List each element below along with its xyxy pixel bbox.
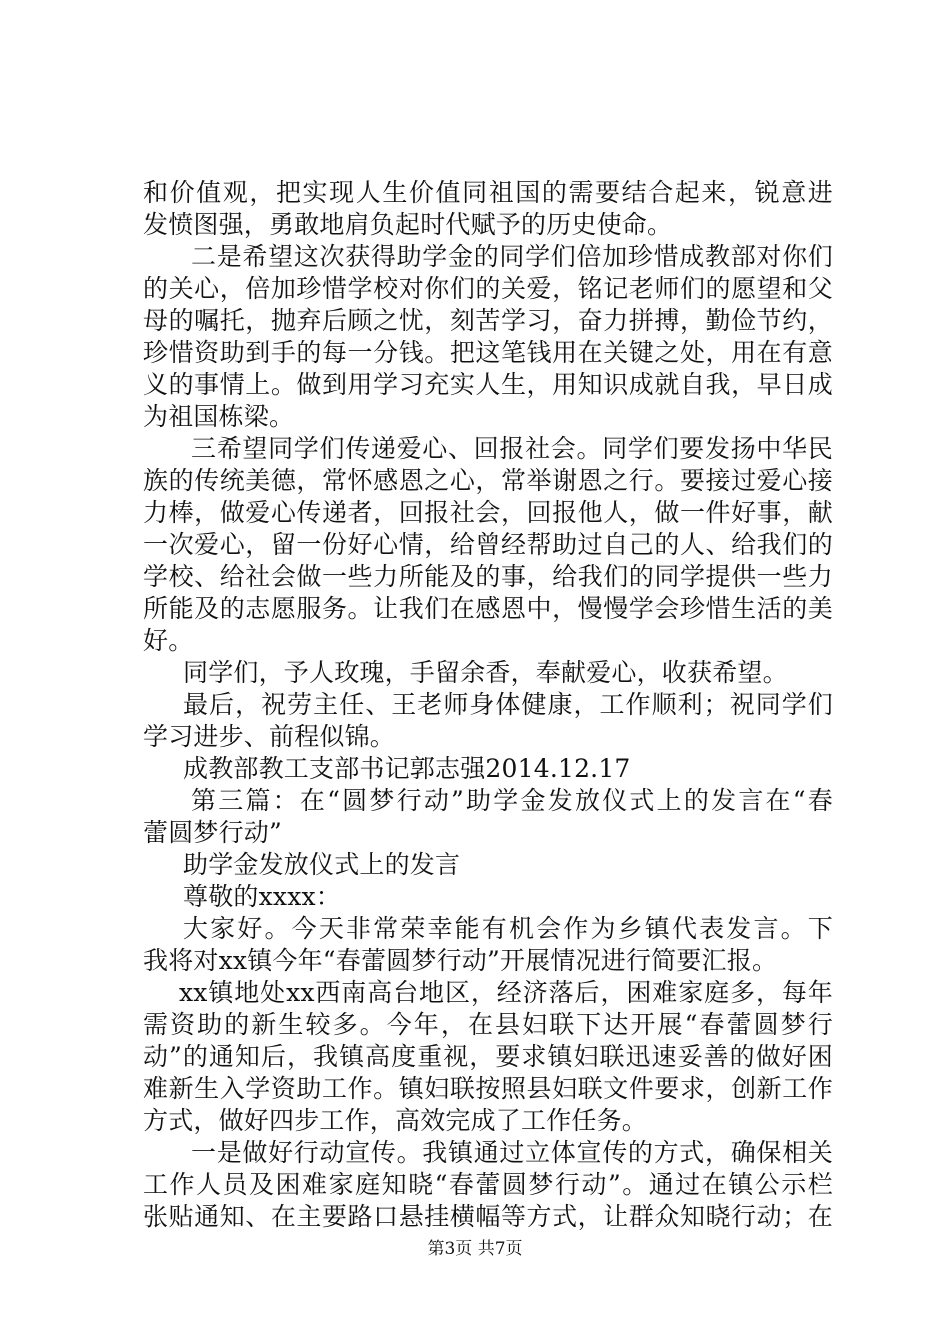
text-line: 义的事情上。做到用学习充实人生，用知识成就自我，早日成 bbox=[143, 370, 833, 399]
text-line: 母的嘱托，抛弃后顾之忧，刻苦学习，奋力拼搏，勤俭节约， bbox=[143, 306, 833, 335]
text-line: 一次爱心，留一份好心情，给曾经帮助过自己的人、给我们的 bbox=[143, 530, 833, 559]
text-line: 需资助的新生较多。今年，在县妇联下达开展“春蕾圆梦行 bbox=[143, 1010, 833, 1039]
text-line: 好。 bbox=[143, 626, 194, 655]
text-line: xx镇地处xx西南高台地区，经济落后，困难家庭多，每年 bbox=[179, 978, 833, 1007]
page-number-footer: 第3页 共7页 bbox=[427, 1239, 523, 1259]
text-line: 发愤图强，勇敢地肩负起时代赋予的历史使命。 bbox=[143, 210, 673, 239]
text-line: 张贴通知、在主要路口悬挂横幅等方式，让群众知晓行动；在 bbox=[143, 1202, 833, 1231]
text-line: 学校、给社会做一些力所能及的事，给我们的同学提供一些力 bbox=[143, 562, 833, 591]
text-line: 珍惜资助到手的每一分钱。把这笔钱用在关键之处，用在有意 bbox=[143, 338, 833, 367]
text-line: 难新生入学资助工作。镇妇联按照县妇联文件要求，创新工作 bbox=[143, 1074, 833, 1103]
text-line: 二是希望这次获得助学金的同学们倍加珍惜成教部对你们 bbox=[191, 242, 833, 271]
text-line: 学习进步、前程似锦。 bbox=[143, 722, 396, 751]
text-line: 族的传统美德，常怀感恩之心，常举谢恩之行。要接过爱心接 bbox=[143, 466, 833, 495]
text-line: 同学们，予人玫瑰，手留余香，奉献爱心，收获希望。 bbox=[183, 658, 788, 687]
text-line: 的关心，倍加珍惜学校对你们的关爱，铭记老师们的愿望和父 bbox=[143, 274, 833, 303]
text-line: 一是做好行动宣传。我镇通过立体宣传的方式，确保相关 bbox=[191, 1138, 833, 1167]
text-line: 和价值观，把实现人生价值同祖国的需要结合起来，锐意进 bbox=[143, 178, 833, 207]
text-line: 大家好。今天非常荣幸能有机会作为乡镇代表发言。下 bbox=[183, 914, 833, 943]
section-heading: 第三篇：在“圆梦行动”助学金发放仪式上的发言在“春 bbox=[191, 786, 833, 815]
text-line: 力棒，做爱心传递者，回报社会，回报他人，做一件好事，献 bbox=[143, 498, 833, 527]
section-heading: 蕾圆梦行动” bbox=[143, 818, 282, 847]
text-line: 助学金发放仪式上的发言 bbox=[183, 850, 461, 879]
text-line: 我将对xx镇今年“春蕾圆梦行动”开展情况进行简要汇报。 bbox=[143, 946, 778, 975]
text-line: 所能及的志愿服务。让我们在感恩中，慢慢学会珍惜生活的美 bbox=[143, 594, 833, 623]
salutation-line: 尊敬的xxxx： bbox=[183, 882, 341, 911]
text-line: 工作人员及困难家庭知晓“春蕾圆梦行动”。通过在镇公示栏 bbox=[143, 1170, 833, 1199]
signature-line: 成教部教工支部书记郭志强2014.12.17 bbox=[183, 754, 631, 783]
document-body bbox=[143, 177, 833, 1233]
text-line: 为祖国栋梁。 bbox=[143, 402, 295, 431]
text-line: 方式，做好四步工作，高效完成了工作任务。 bbox=[143, 1106, 648, 1135]
text-line: 三希望同学们传递爱心、回报社会。同学们要发扬中华民 bbox=[191, 434, 833, 463]
text-line: 动”的通知后，我镇高度重视，要求镇妇联迅速妥善的做好困 bbox=[143, 1042, 833, 1071]
text-line: 最后，祝劳主任、王老师身体健康，工作顺利；祝同学们 bbox=[183, 690, 833, 719]
